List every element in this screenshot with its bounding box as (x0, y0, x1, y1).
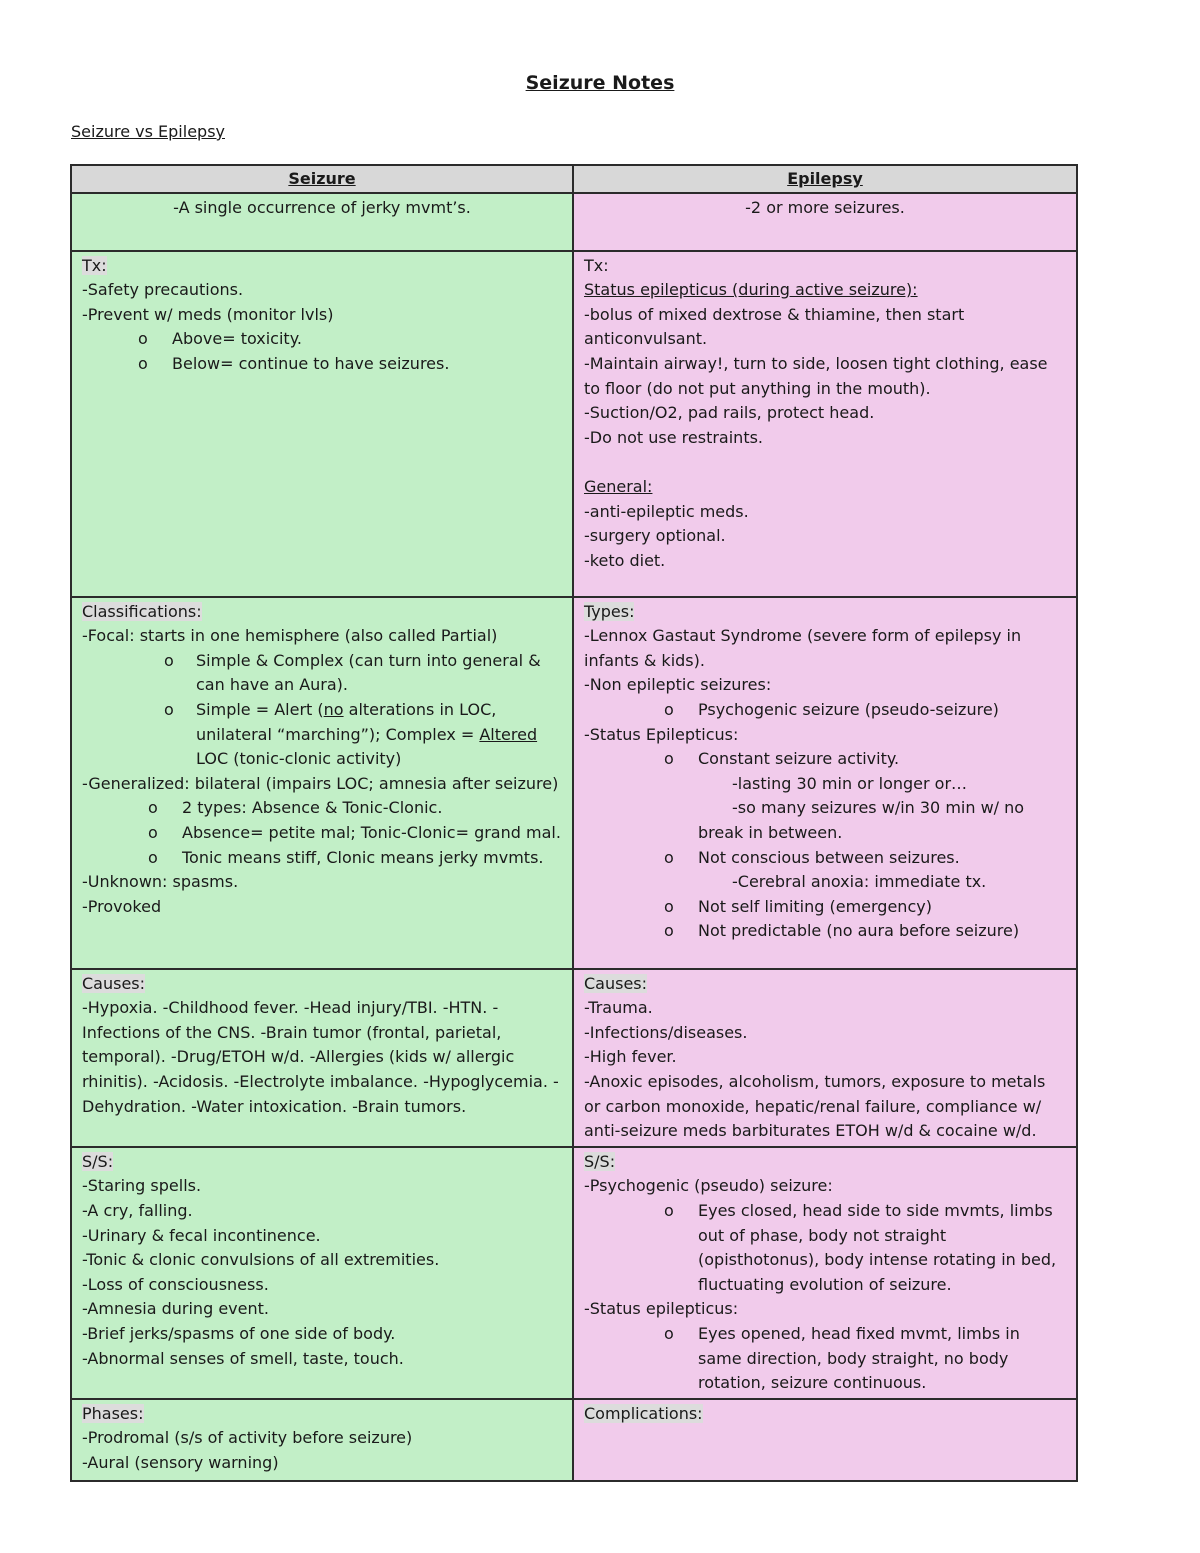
unknown-line: -Unknown: spasms. (82, 872, 239, 892)
bullet-icon: o (664, 699, 674, 719)
seizure-header: Seizure (71, 165, 573, 193)
focal-line: -Focal: starts in one hemisphere (also called Partial) (82, 626, 498, 646)
general-line: -anti-epileptic meds. (584, 501, 749, 521)
provoked-line: -Provoked (82, 896, 162, 916)
types-label: Types: (584, 601, 635, 621)
seizure-sign: -Loss of consciousness. (82, 1274, 269, 1294)
epilepsy-tx-line: -bolus of mixed dextrose & thiamine, then start anticonvulsant. (584, 304, 965, 349)
seizure-signs-cell (71, 1147, 573, 1399)
sub-item: -Cerebral anoxia: immediate tx. (732, 872, 987, 892)
status-epilepticus-heading: Status epilepticus (during active seizure): (584, 280, 918, 300)
phases-cell (71, 1399, 573, 1481)
subtitle: Seizure vs Epilepsy (71, 122, 225, 141)
signs-row (71, 1147, 1077, 1399)
page-title: Seizure Notes (525, 72, 675, 94)
seizure-sign: -Tonic & clonic convulsions of all extremities. (82, 1250, 440, 1270)
epilepsy-tx-line: -Suction/O2, pad rails, protect head. (584, 403, 875, 423)
seizure-causes-text: -Hypoxia. -Childhood fever. -Head injury/TBI. -HTN. -Infections of the CNS. -Brain tumor (frontal, parietal, temporal). -Drug/ETOH w/d. -Allergies (kids w/ allergic rhinitis). -Acidosis. -Electrolyte imbalance. -Hypoglycemia. -Dehydration. -Water intoxication. -Brain tumors. (82, 998, 559, 1116)
phase-line: -Aural (sensory warning) (82, 1452, 279, 1472)
sub-item: break in between. (698, 822, 843, 842)
status-line: -Status Epilepticus: (584, 724, 739, 744)
list-item: o Tonic means stiff, Clonic means jerky mvmts. (82, 846, 562, 871)
general-line: -keto diet. (584, 550, 666, 570)
epilepsy-treatment-cell (573, 251, 1077, 597)
bullet-icon: o (664, 847, 674, 867)
list-item: o Not predictable (no aura before seizure) (584, 919, 1066, 944)
comparison-table (70, 164, 1078, 1482)
seizure-treatment-cell (71, 251, 573, 597)
seizure-sign: -Staring spells. (82, 1176, 202, 1196)
seizure-causes-cell (71, 969, 573, 1147)
epilepsy-causes-line: -Infections/diseases. (584, 1022, 748, 1042)
epilepsy-tx-line: -Do not use restraints. (584, 427, 764, 447)
seizure-definition: -A single occurrence of jerky mvmt’s. (173, 197, 471, 217)
bullet-icon: o (664, 749, 674, 769)
seizure-sign: -Amnesia during event. (82, 1299, 269, 1319)
phase-line: -Prodromal (s/s of activity before seizure) (82, 1428, 413, 1448)
list-item: o Eyes closed, head side to side mvmts, limbs out of phase, body not straight (opisthotonus), body intense rotating in bed, fluctuating evolution of seizure. (664, 1200, 1057, 1294)
seizure-sign: -Abnormal senses of smell, taste, touch. (82, 1348, 404, 1368)
definition-row (71, 193, 1077, 251)
seizure-tx-label: Tx: (82, 255, 107, 275)
seizure-sign: -Brief jerks/spasms of one side of body. (82, 1323, 396, 1343)
phases-row (71, 1399, 1077, 1481)
bullet-icon: o (164, 699, 174, 719)
bullet-icon: o (664, 1323, 674, 1343)
list-item: o 2 types: Absence & Tonic-Clonic. (82, 796, 562, 821)
sub-item: -lasting 30 min or longer or… (732, 773, 968, 793)
epilepsy-causes-line: -Anoxic episodes, alcoholism, tumors, exposure to metals or carbon monoxide, hepatic/renal failure, compliance w/ anti-seizure meds barbiturates ETOH w/d & cocaine w/d. (584, 1071, 1046, 1141)
seizure-tx-line: -Prevent w/ meds (monitor lvls) (82, 304, 334, 324)
phases-label: Phases: (82, 1403, 144, 1423)
complications-label: Complications: (584, 1403, 703, 1423)
epilepsy-tx-line: -Maintain airway!, turn to side, loosen tight clothing, ease to floor (do not put anything in the mouth). (584, 353, 1048, 398)
sub-item: -so many seizures w/in 30 min w/ no (732, 798, 1025, 818)
list-item: o Above= toxicity. (82, 327, 562, 352)
seizure-sign: -A cry, falling. (82, 1200, 193, 1220)
seizure-sign: -Urinary & fecal incontinence. (82, 1225, 321, 1245)
causes-row (71, 969, 1077, 1147)
header-row (71, 165, 1077, 193)
epilepsy-signs-cell (573, 1147, 1077, 1399)
generalized-line: -Generalized: bilateral (impairs LOC; amnesia after seizure) (82, 773, 559, 793)
list-item: o Not self limiting (emergency) (584, 895, 1066, 920)
complications-cell (573, 1399, 1077, 1481)
classification-row (71, 597, 1077, 969)
epilepsy-causes-line: -High fever. (584, 1047, 677, 1067)
epilepsy-causes-line: -Trauma. (584, 998, 653, 1018)
epilepsy-causes-cell (573, 969, 1077, 1147)
bullet-icon: o (664, 896, 674, 916)
list-item: o Simple = Alert (no alterations in LOC, unilateral “marching”); Complex = Altered LOC (tonic-clonic activity) (164, 699, 538, 769)
list-item: o Below= continue to have seizures. (82, 352, 562, 377)
seizure-signs-label: S/S: (82, 1151, 114, 1171)
list-item: o Simple & Complex (can turn into general & can have an Aura). (164, 650, 541, 695)
epilepsy-definition-cell (573, 193, 1077, 251)
bullet-icon: o (664, 921, 674, 941)
epilepsy-tx-label: Tx: (584, 255, 609, 275)
list-item: o Psychogenic seizure (pseudo-seizure) (584, 698, 1066, 723)
non-epileptic-line: -Non epileptic seizures: (584, 675, 772, 695)
bullet-icon: o (138, 329, 148, 349)
list-item: o Constant seizure activity. (584, 747, 1066, 772)
epilepsy-definition: -2 or more seizures. (745, 197, 905, 217)
epilepsy-causes-label: Causes: (584, 973, 648, 993)
status-line: -Status epilepticus: (584, 1299, 739, 1319)
general-heading: General: (584, 476, 653, 496)
treatment-row (71, 251, 1077, 597)
types-cell (573, 597, 1077, 969)
seizure-tx-line: -Safety precautions. (82, 280, 244, 300)
epilepsy-signs-label: S/S: (584, 1151, 616, 1171)
bullet-icon: o (148, 847, 158, 867)
bullet-icon: o (148, 822, 158, 842)
general-line: -surgery optional. (584, 526, 726, 546)
psychogenic-line: -Psychogenic (pseudo) seizure: (584, 1176, 833, 1196)
seizure-causes-label: Causes: (82, 973, 146, 993)
list-item: o Not conscious between seizures. (584, 846, 1066, 871)
lennox-line: -Lennox Gastaut Syndrome (severe form of epilepsy in infants & kids). (584, 626, 1022, 670)
bullet-icon: o (138, 353, 148, 373)
list-item: o Eyes opened, head fixed mvmt, limbs in same direction, body straight, no body rotation, seizure continuous. (664, 1323, 1020, 1393)
classifications-label: Classifications: (82, 601, 202, 621)
seizure-definition-cell (71, 193, 573, 251)
classifications-cell (71, 597, 573, 969)
bullet-icon: o (664, 1200, 674, 1220)
bullet-icon: o (148, 798, 158, 818)
bullet-icon: o (164, 650, 174, 670)
list-item: o Absence= petite mal; Tonic-Clonic= grand mal. (82, 821, 562, 846)
epilepsy-header: Epilepsy (573, 165, 1077, 193)
